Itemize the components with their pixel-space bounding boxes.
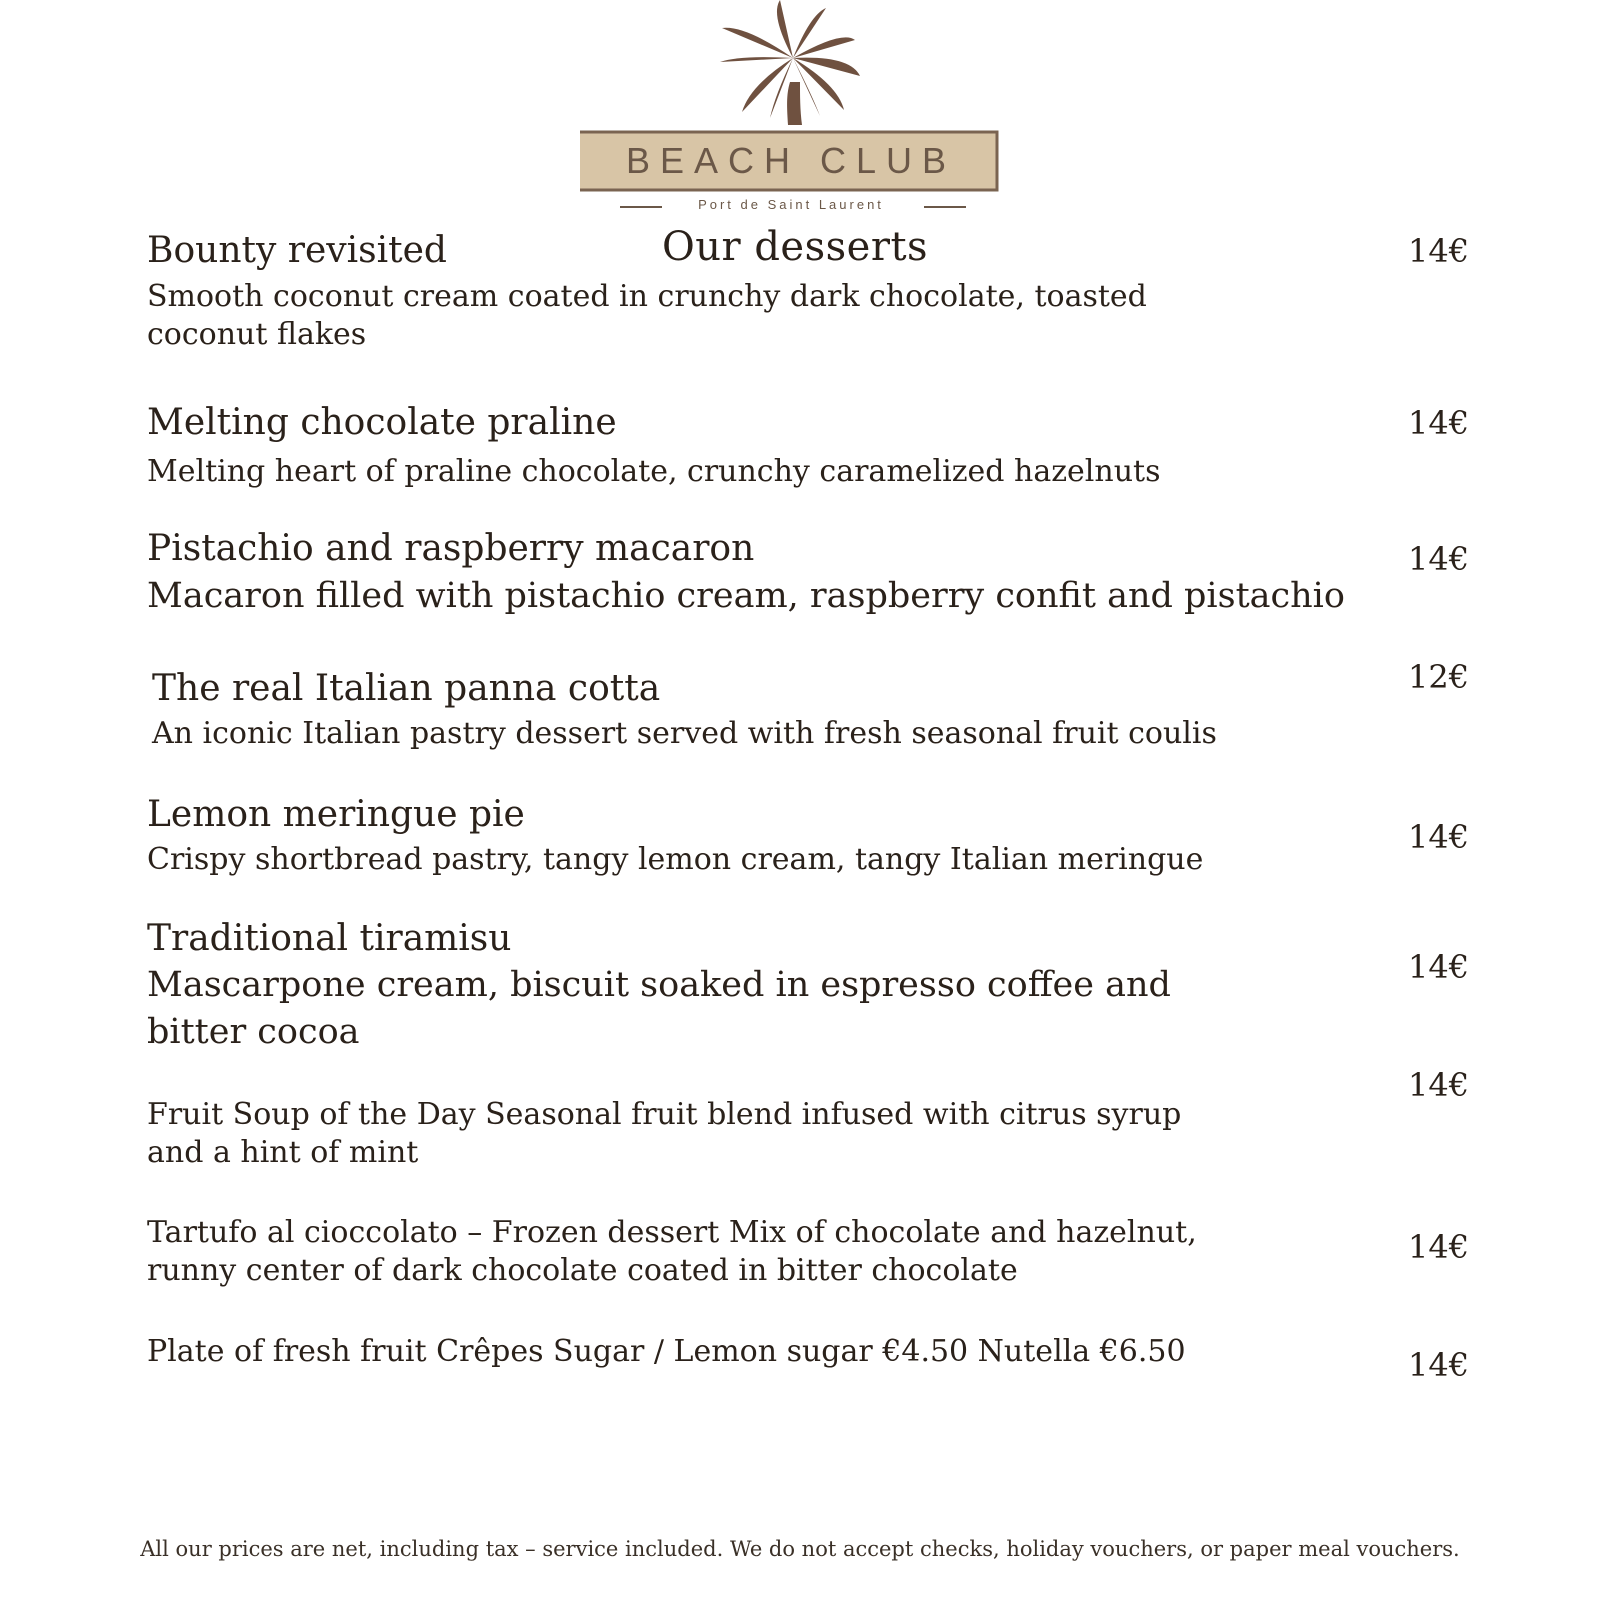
item-price-fruit-crepes: 14€ bbox=[1408, 1346, 1470, 1384]
item-price-bounty: 14€ bbox=[1408, 232, 1470, 270]
item-price-panna-cotta: 12€ bbox=[1408, 658, 1470, 696]
item-desc-fruit-crepes: Plate of fresh fruit Crêpes Sugar / Lemon sugar €4.50 Nutella €6.50 bbox=[147, 1334, 1186, 1369]
item-desc-fruit-soup: Fruit Soup of the Day Seasonal fruit blend infused with citrus syrup and a hint of mint bbox=[147, 1097, 1182, 1170]
beach-club-logo bbox=[580, 0, 1030, 222]
item-name-lemon-pie: Lemon meringue pie bbox=[147, 794, 525, 835]
item-desc-tartufo: Tartufo al cioccolato – Frozen dessert Mix of chocolate and hazelnut, runny center of dark chocolate coated in bitter chocolate bbox=[147, 1215, 1197, 1288]
item-name-tiramisu: Traditional tiramisu bbox=[147, 918, 512, 959]
item-price-praline: 14€ bbox=[1408, 404, 1470, 442]
menu-title: Our desserts bbox=[661, 224, 929, 270]
item-desc-praline: Melting heart of praline chocolate, crunchy caramelized hazelnuts bbox=[147, 454, 1161, 489]
item-price-tartufo: 14€ bbox=[1408, 1228, 1470, 1266]
brand-location: Port de Saint Laurent bbox=[698, 197, 884, 212]
item-desc-tiramisu: Mascarpone cream, biscuit soaked in espresso coffee and bitter cocoa bbox=[147, 965, 1171, 1052]
brand-location-line-right bbox=[924, 206, 966, 208]
item-price-tiramisu: 14€ bbox=[1408, 948, 1470, 986]
palm-tree-icon bbox=[580, 0, 1030, 222]
item-name-praline: Melting chocolate praline bbox=[147, 402, 617, 443]
item-price-lemon-pie: 14€ bbox=[1408, 818, 1470, 856]
item-name-panna-cotta: The real Italian panna cotta bbox=[152, 668, 661, 709]
item-price-fruit-soup: 14€ bbox=[1408, 1066, 1470, 1104]
item-name-bounty: Bounty revisited bbox=[147, 230, 447, 271]
item-desc-panna-cotta: An iconic Italian pastry dessert served with fresh seasonal fruit coulis bbox=[152, 716, 1217, 751]
footer-note: All our prices are net, including tax – service included. We do not accept checks, holiday vouchers, or paper meal vouchers. bbox=[140, 1537, 1460, 1561]
item-price-macaron: 14€ bbox=[1408, 540, 1470, 578]
item-desc-macaron: Macaron filled with pistachio cream, raspberry confit and pistachio bbox=[147, 576, 1345, 616]
item-desc-lemon-pie: Crispy shortbread pastry, tangy lemon cream, tangy Italian meringue bbox=[147, 842, 1204, 877]
brand-name: BEACH CLUB bbox=[625, 140, 957, 181]
item-name-macaron: Pistachio and raspberry macaron bbox=[147, 528, 755, 569]
item-desc-bounty: Smooth coconut cream coated in crunchy dark chocolate, toasted coconut flakes bbox=[147, 279, 1147, 352]
